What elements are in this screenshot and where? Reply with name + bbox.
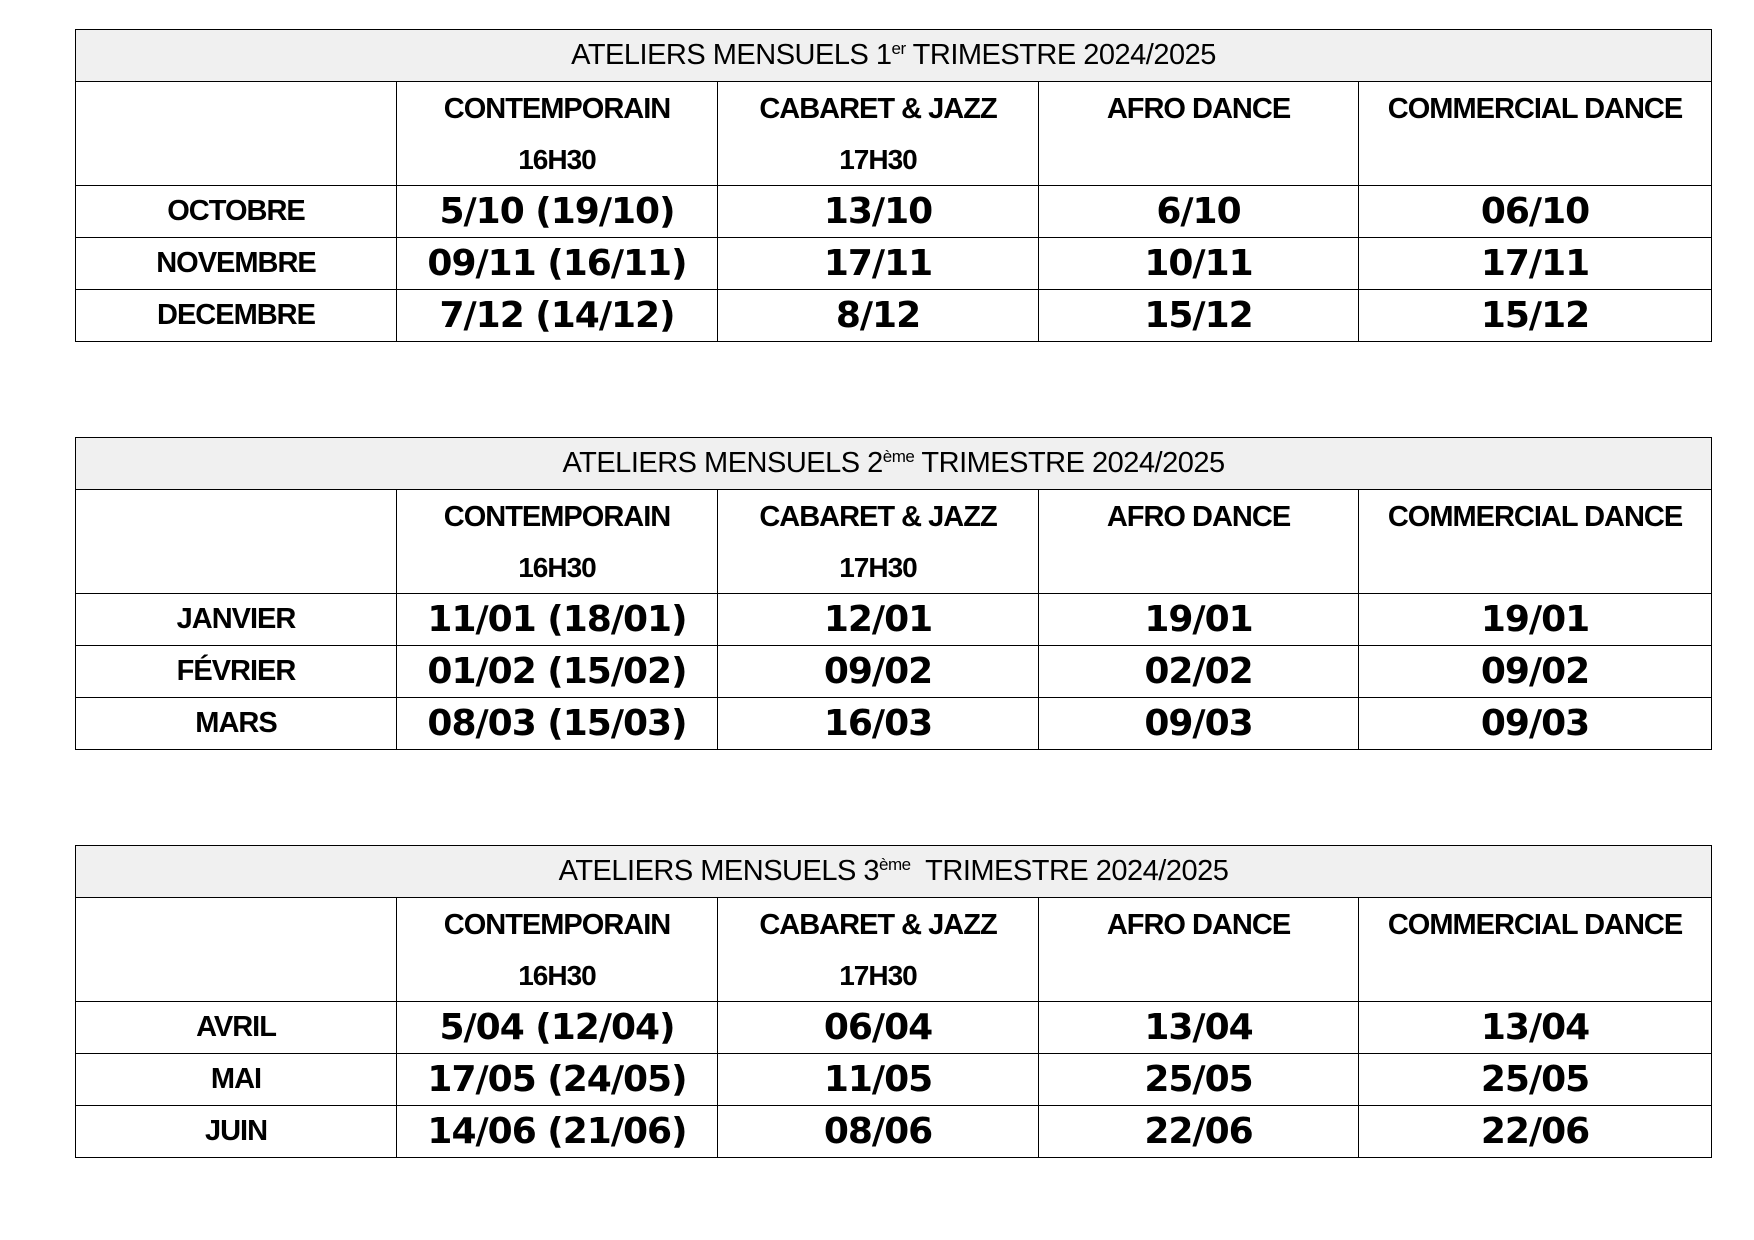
table-row — [76, 1106, 1712, 1158]
column-time: 17H30 — [839, 144, 917, 175]
month-label: AVRIL — [76, 1002, 397, 1054]
date-cell: 17/11 — [718, 238, 1039, 290]
column-name: AFRO DANCE — [1106, 909, 1291, 941]
date-cell: 08/03 (15/03) — [397, 698, 718, 750]
table-row — [76, 594, 1712, 646]
date-cell: 11/01 (18/01) — [397, 594, 718, 646]
date-cell: 8/12 — [718, 290, 1039, 342]
month-label: MARS — [76, 698, 397, 750]
date-cell: 11/05 — [718, 1054, 1039, 1106]
title-text-rest: TRIMESTRE 2024/2025 — [910, 855, 1229, 887]
table-row — [76, 290, 1712, 342]
title-text: ATELIERS MENSUELS 2 — [562, 447, 883, 479]
column-header-commercial-dance — [1359, 82, 1712, 186]
column-time: 16H30 — [518, 552, 596, 583]
title-text: ATELIERS MENSUELS 1 — [571, 39, 892, 71]
date-cell: 12/01 — [718, 594, 1039, 646]
date-cell: 10/11 — [1039, 238, 1359, 290]
date-cell: 09/03 — [1359, 698, 1712, 750]
title-text: ATELIERS MENSUELS 3 — [558, 855, 879, 887]
header-corner-cell — [76, 82, 397, 186]
month-label: FÉVRIER — [76, 646, 397, 698]
date-cell: 08/06 — [718, 1106, 1039, 1158]
column-name: CABARET & JAZZ — [759, 93, 997, 125]
column-name: CONTEMPORAIN — [443, 909, 671, 941]
title-ordinal-suffix: ème — [882, 447, 915, 466]
column-time: 17H30 — [839, 552, 917, 583]
date-cell: 22/06 — [1359, 1106, 1712, 1158]
table-row — [76, 238, 1712, 290]
column-header-contemporain — [397, 490, 718, 594]
schedule-table-trimester-2 — [75, 437, 1712, 750]
column-header-contemporain — [397, 898, 718, 1002]
date-cell: 02/02 — [1039, 646, 1359, 698]
column-header-contemporain — [397, 82, 718, 186]
month-label: OCTOBRE — [76, 186, 397, 238]
column-name: AFRO DANCE — [1106, 93, 1291, 125]
column-name: CABARET & JAZZ — [759, 909, 997, 941]
table-title — [76, 438, 1712, 490]
date-cell: 25/05 — [1039, 1054, 1359, 1106]
date-cell: 15/12 — [1359, 290, 1712, 342]
date-cell: 09/02 — [1359, 646, 1712, 698]
column-time: 16H30 — [518, 144, 596, 175]
date-cell: 22/06 — [1039, 1106, 1359, 1158]
column-time: 16H30 — [518, 960, 596, 991]
date-cell: 6/10 — [1039, 186, 1359, 238]
schedule-table-trimester-1 — [75, 29, 1712, 342]
table-row — [76, 186, 1712, 238]
column-name: CONTEMPORAIN — [443, 501, 671, 533]
title-ordinal-suffix: ème — [879, 855, 911, 874]
header-corner-cell — [76, 898, 397, 1002]
month-label: JANVIER — [76, 594, 397, 646]
date-cell: 16/03 — [718, 698, 1039, 750]
column-name: COMMERCIAL DANCE — [1387, 93, 1683, 125]
month-label: MAI — [76, 1054, 397, 1106]
title-text-rest: TRIMESTRE 2024/2025 — [905, 39, 1216, 71]
column-time: 17H30 — [839, 960, 917, 991]
month-label: DECEMBRE — [76, 290, 397, 342]
date-cell: 17/11 — [1359, 238, 1712, 290]
schedule-table-trimester-3 — [75, 845, 1712, 1158]
table-row — [76, 1054, 1712, 1106]
date-cell: 09/02 — [718, 646, 1039, 698]
month-label: NOVEMBRE — [76, 238, 397, 290]
date-cell: 13/04 — [1039, 1002, 1359, 1054]
column-header-cabaret-jazz — [718, 82, 1039, 186]
column-header-cabaret-jazz — [718, 490, 1039, 594]
column-name: COMMERCIAL DANCE — [1387, 909, 1683, 941]
date-cell: 13/04 — [1359, 1002, 1712, 1054]
date-cell: 15/12 — [1039, 290, 1359, 342]
column-header-afro-dance — [1039, 82, 1359, 186]
date-cell: 25/05 — [1359, 1054, 1712, 1106]
column-name: AFRO DANCE — [1106, 501, 1291, 533]
table-title — [76, 846, 1712, 898]
column-name: CONTEMPORAIN — [443, 93, 671, 125]
date-cell: 5/04 (12/04) — [397, 1002, 718, 1054]
column-header-afro-dance — [1039, 898, 1359, 1002]
month-label: JUIN — [76, 1106, 397, 1158]
column-header-commercial-dance — [1359, 490, 1712, 594]
table-row — [76, 698, 1712, 750]
date-cell: 17/05 (24/05) — [397, 1054, 718, 1106]
column-name: CABARET & JAZZ — [759, 501, 997, 533]
title-ordinal-suffix: er — [891, 39, 906, 58]
date-cell: 7/12 (14/12) — [397, 290, 718, 342]
date-cell: 19/01 — [1359, 594, 1712, 646]
date-cell: 06/10 — [1359, 186, 1712, 238]
column-header-commercial-dance — [1359, 898, 1712, 1002]
date-cell: 01/02 (15/02) — [397, 646, 718, 698]
table-title — [76, 30, 1712, 82]
header-corner-cell — [76, 490, 397, 594]
date-cell: 5/10 (19/10) — [397, 186, 718, 238]
date-cell: 19/01 — [1039, 594, 1359, 646]
column-header-afro-dance — [1039, 490, 1359, 594]
table-row — [76, 646, 1712, 698]
date-cell: 09/11 (16/11) — [397, 238, 718, 290]
title-text-rest: TRIMESTRE 2024/2025 — [914, 447, 1225, 479]
date-cell: 13/10 — [718, 186, 1039, 238]
date-cell: 06/04 — [718, 1002, 1039, 1054]
table-row — [76, 1002, 1712, 1054]
column-header-cabaret-jazz — [718, 898, 1039, 1002]
date-cell: 14/06 (21/06) — [397, 1106, 718, 1158]
column-name: COMMERCIAL DANCE — [1387, 501, 1683, 533]
date-cell: 09/03 — [1039, 698, 1359, 750]
